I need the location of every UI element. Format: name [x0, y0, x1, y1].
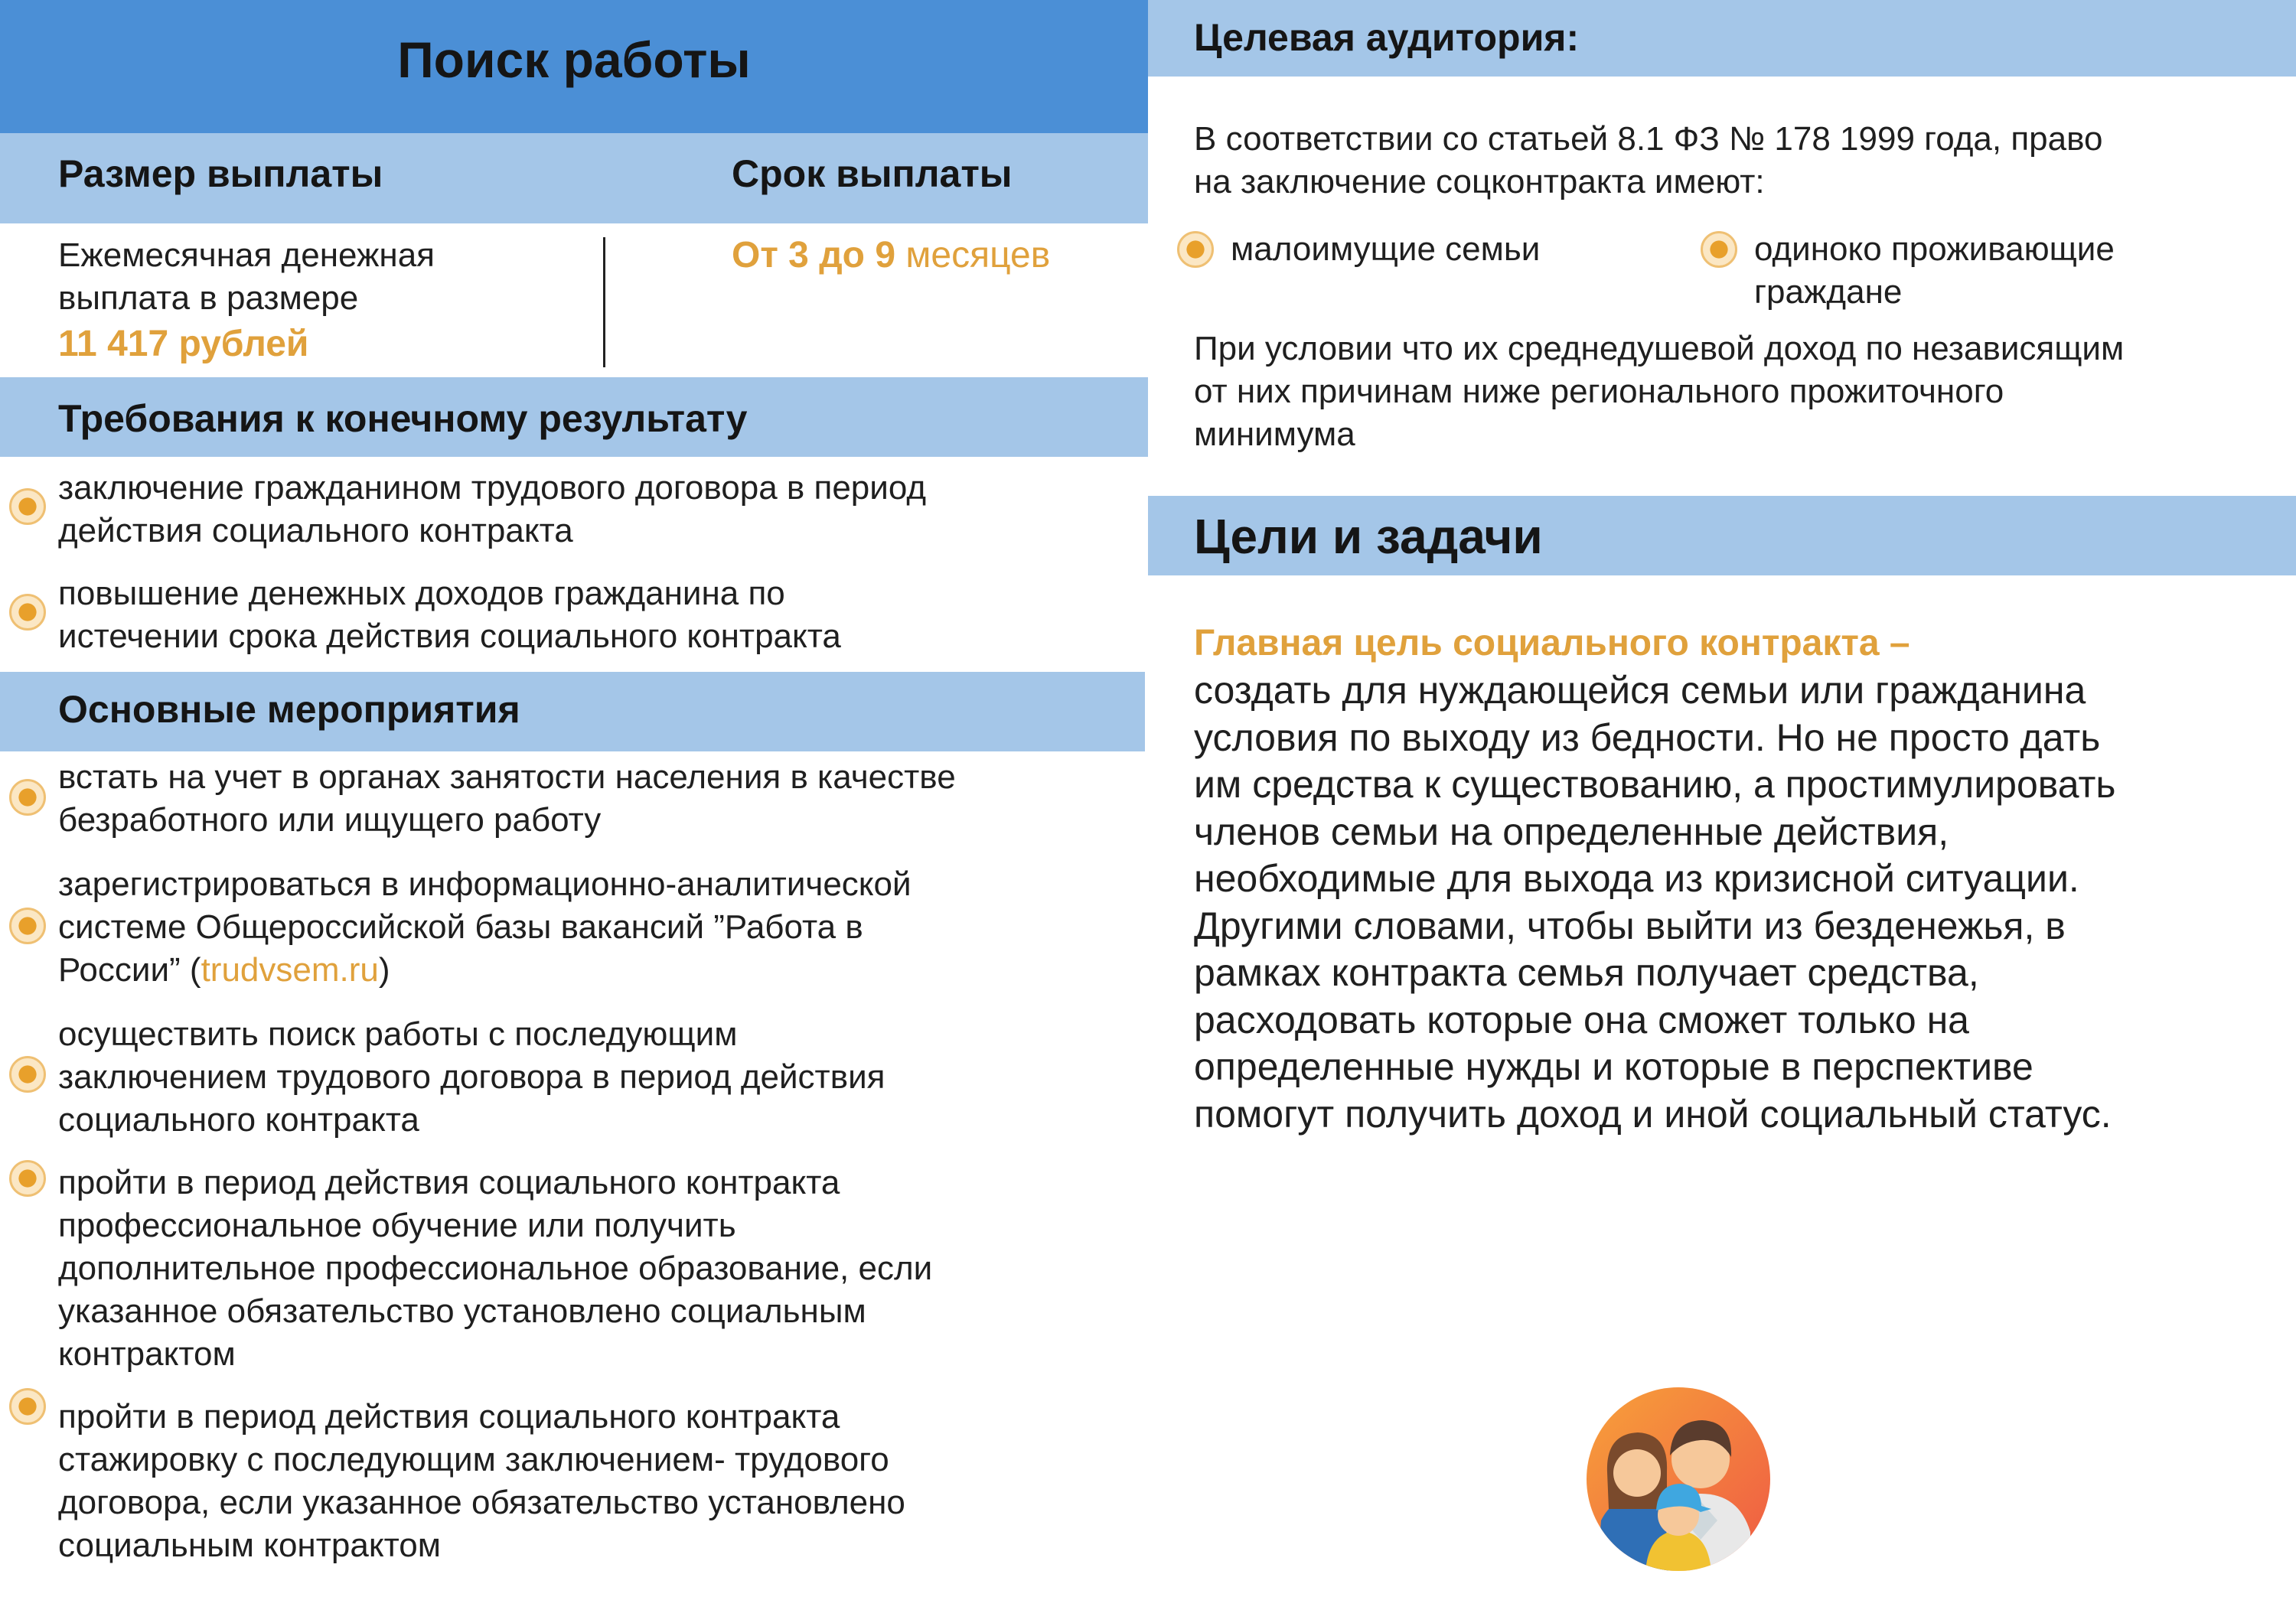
bullet-icon — [9, 779, 46, 816]
requirement-2-line-1: повышение денежных доходов гражданина по — [58, 575, 785, 612]
bullet-icon — [9, 1388, 46, 1425]
activity-3-line-3: социального контракта — [58, 1101, 419, 1139]
audience-heading: Целевая аудитория: — [1194, 16, 1580, 59]
main-goal-line-1: создать для нуждающейся семьи или гражданина — [1194, 669, 2086, 712]
requirement-1-line-2: действия социального контракта — [58, 512, 573, 549]
audience-item-1: малоимущие семьи — [1231, 230, 1541, 268]
goals-heading: Цели и задачи — [1194, 509, 1543, 564]
bullet-icon — [1177, 231, 1214, 268]
term-suffix: месяцев — [905, 235, 1051, 275]
activity-4-line-5: контрактом — [58, 1335, 236, 1373]
family-icon — [1586, 1387, 1771, 1572]
activity-3-line-1: осуществить поиск работы с последующим — [58, 1015, 738, 1053]
activity-2-line-1: зарегистрироваться в информационно-аналитической — [58, 865, 912, 903]
activity-1-line-1: встать на учет в органах занятости населения в качестве — [58, 758, 956, 796]
payment-term — [732, 234, 1050, 277]
bullet-icon — [9, 488, 46, 525]
main-goal-line-2: условия по выходу из бедности. Но не просто дать — [1194, 715, 2101, 759]
activity-3-line-2: заключением трудового договора в период действия — [58, 1058, 885, 1096]
activity-4-line-2: профессиональное обучение или получить — [58, 1207, 736, 1244]
activity-5-line-2: стажировку с последующим заключением- трудового — [58, 1441, 889, 1478]
main-goal-line-4: членов семьи на определенные действия, — [1194, 810, 1949, 853]
requirements-heading: Требования к конечному результату — [58, 397, 748, 440]
requirement-2-line-2: истечении срока действия социального контракта — [58, 618, 841, 655]
main-goal-line-3: им средства к существованию, а простимулировать — [1194, 763, 2116, 806]
activities-heading: Основные мероприятия — [58, 688, 520, 731]
activity-2-line-3 — [58, 949, 390, 992]
activity-5-line-3: договора, если указанное обязательство установлено — [58, 1484, 905, 1521]
bullet-icon — [1701, 231, 1737, 268]
bullet-icon — [9, 594, 46, 631]
condition-line-3: минимума — [1194, 416, 1355, 453]
main-goal-line-9: определенные нужды и которые в перспективе — [1194, 1045, 2033, 1088]
bullet-icon — [9, 1056, 46, 1093]
payment-size-heading: Размер выплаты — [58, 152, 383, 195]
requirement-1-line-1: заключение гражданином трудового договора в период — [58, 469, 927, 507]
audience-item-2-line-2: граждане — [1754, 273, 1903, 311]
main-goal-line-7: рамках контракта семья получает средства, — [1194, 951, 1979, 994]
activity-1-line-2: безработного или ищущего работу — [58, 801, 602, 839]
activity-4-line-1: пройти в период действия социального контракта — [58, 1164, 840, 1201]
condition-line-1: При условии что их среднедушевой доход по независящим — [1194, 330, 2125, 367]
term-prefix: От 3 до 9 — [732, 235, 896, 275]
main-goal-line-6: Другими словами, чтобы выйти из безденежья, в — [1194, 904, 2066, 947]
bullet-icon — [9, 908, 46, 944]
main-goal-line-8: расходовать которые она сможет только на — [1194, 998, 1969, 1041]
audience-intro-line-2: на заключение соцконтракта имеют: — [1194, 163, 1765, 200]
audience-intro-line-1: В соответствии со статьей 8.1 ФЗ № 178 1999 года, право — [1194, 120, 2103, 158]
main-goal-line-10: помогут получить доход и иной социальный статус. — [1194, 1092, 2112, 1136]
audience-item-2-line-1: одиноко проживающие — [1754, 230, 2115, 268]
activity-5-line-1: пройти в период действия социального контракта — [58, 1398, 840, 1436]
payment-amount: 11 417 рублей — [58, 324, 309, 364]
main-goal-line-5: необходимые для выхода из кризисной ситуации. — [1194, 857, 2079, 900]
activity-4-line-3: дополнительное профессиональное образование, если — [58, 1250, 933, 1287]
payment-text-line-1: Ежемесячная денежная — [58, 236, 435, 274]
payment-term-heading: Срок выплаты — [732, 152, 1013, 195]
activity-2-suffix: ) — [378, 951, 390, 989]
activity-4-line-4: указанное обязательство установлено социальным — [58, 1292, 866, 1330]
page-title: Поиск работы — [397, 31, 751, 88]
condition-line-2: от них причинам ниже регионального прожиточного — [1194, 373, 2004, 410]
activity-2-line-2: системе Общероссийской базы вакансий ”Работа в — [58, 908, 863, 946]
bullet-icon — [9, 1160, 46, 1197]
payment-text-line-2: выплата в размере — [58, 279, 359, 317]
trudvsem-link[interactable]: trudvsem.ru — [201, 951, 379, 989]
activity-2-prefix: России” ( — [58, 951, 201, 989]
payment-divider — [603, 237, 605, 367]
main-goal-label: Главная цель социального контракта – — [1194, 623, 1910, 663]
activity-5-line-4: социальным контрактом — [58, 1527, 441, 1564]
